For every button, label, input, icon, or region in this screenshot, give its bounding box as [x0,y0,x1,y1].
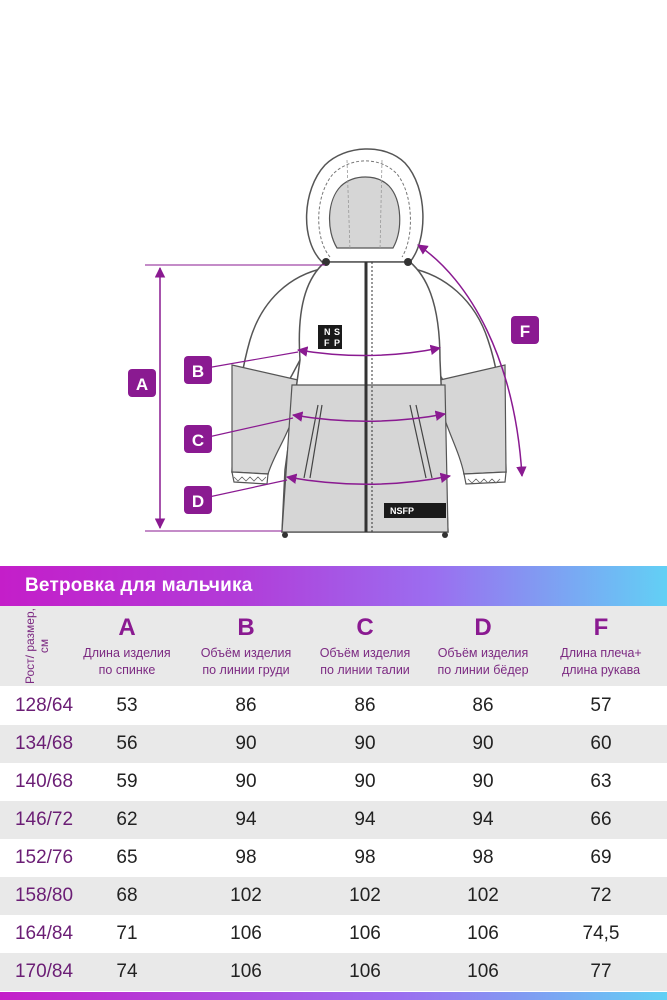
marker-a [128,369,156,397]
size-cell: 152/76 [14,847,74,868]
value-cell-c: 102 [349,885,381,906]
column-desc-line2: по линии бёдер [437,663,529,677]
value-cell-c: 86 [354,695,376,716]
column-letter: C [356,614,374,641]
badge-letter: P [334,338,341,348]
value-cell-a: 65 [116,847,138,868]
column-letter: A [118,614,136,641]
column-header-b [187,606,305,686]
badge-letter: N [324,327,331,337]
column-desc-line2: по линии груди [202,663,290,677]
column-desc-line1: Длина изделия [83,646,171,660]
value-cell-d: 86 [472,695,494,716]
svg-text:B: B [191,362,205,381]
value-cell-c: 94 [354,809,376,830]
value-cell-c: 106 [349,923,381,944]
value-cell-d: 90 [472,733,494,754]
size-cell: 164/84 [14,923,74,944]
marker-f [511,316,539,344]
column-letter: F [593,614,609,641]
value-cell-a: 62 [116,809,138,830]
size-cell: 140/68 [14,771,74,792]
title-banner [0,566,667,606]
column-header-a [68,606,186,686]
value-cell-b: 106 [230,961,262,982]
jacket-hood [307,149,423,262]
value-cell-c: 90 [354,771,376,792]
badge-letter: S [334,327,341,337]
value-cell-d: 106 [467,923,499,944]
column-header-f [542,606,660,686]
table-row [0,953,667,991]
svg-text:D: D [191,492,205,511]
value-cell-d: 94 [472,809,494,830]
value-cell-b: 90 [235,771,257,792]
column-desc-line1: Объём изделия [437,646,529,660]
value-cell-b: 98 [235,847,257,868]
hem-logo-badge [384,503,446,518]
page-title: Ветровка для мальчика [25,575,253,596]
column-desc-line2: по спинке [98,663,156,677]
column-header-c [306,606,424,686]
column-header-d [424,606,542,686]
value-cell-c: 106 [349,961,381,982]
value-cell-d: 90 [472,771,494,792]
value-cell-a: 74 [116,961,138,982]
column-letter: D [474,614,492,641]
value-cell-f: 60 [590,733,612,754]
table-row [0,839,667,877]
value-cell-c: 98 [354,847,376,868]
value-cell-a: 56 [116,733,138,754]
value-cell-d: 102 [467,885,499,906]
value-cell-d: 98 [472,847,494,868]
value-cell-a: 68 [116,885,138,906]
value-cell-f: 63 [590,771,612,792]
svg-text:A: A [135,375,149,394]
bottom-accent-bar [0,992,667,1000]
table-row [0,763,667,801]
value-cell-a: 53 [116,695,138,716]
badge-letter: F [324,338,330,348]
column-desc-line2: по линии талии [320,663,410,677]
value-cell-f: 77 [590,961,612,982]
column-desc-line1: Длина плеча+ [560,646,642,660]
column-desc-line2: длина рукава [561,663,641,677]
value-cell-f: 66 [590,809,612,830]
svg-text:C: C [191,431,205,450]
hem-badge-text: NSFP [390,506,415,516]
value-cell-f: 57 [590,695,612,716]
value-cell-d: 106 [467,961,499,982]
marker-b [184,356,212,384]
table-row [0,687,667,725]
value-cell-b: 94 [235,809,257,830]
svg-text:F: F [519,322,531,341]
size-cell: 158/80 [14,885,74,906]
value-cell-f: 69 [590,847,612,868]
value-cell-a: 59 [116,771,138,792]
jacket-body [282,258,448,538]
value-cell-b: 102 [230,885,262,906]
table-row [0,915,667,953]
value-cell-f: 74,5 [582,923,620,944]
value-cell-a: 71 [116,923,138,944]
column-desc-line1: Объём изделия [200,646,292,660]
value-cell-b: 106 [230,923,262,944]
size-column-header [6,606,68,686]
table-row [0,725,667,763]
value-cell-f: 72 [590,885,612,906]
marker-d [184,486,212,514]
size-cell: 134/68 [14,733,74,754]
size-cell: 128/64 [14,695,74,716]
size-cell: 146/72 [14,809,74,830]
value-cell-c: 90 [354,733,376,754]
table-row [0,801,667,839]
size-header-label: Рост/ размер, см [23,608,51,684]
value-cell-b: 90 [235,733,257,754]
column-letter: B [237,614,255,641]
size-cell: 170/84 [14,961,74,982]
value-cell-b: 86 [235,695,257,716]
marker-c [184,425,212,453]
chest-logo-badge [318,325,342,349]
column-desc-line1: Объём изделия [319,646,411,660]
table-row [0,877,667,915]
